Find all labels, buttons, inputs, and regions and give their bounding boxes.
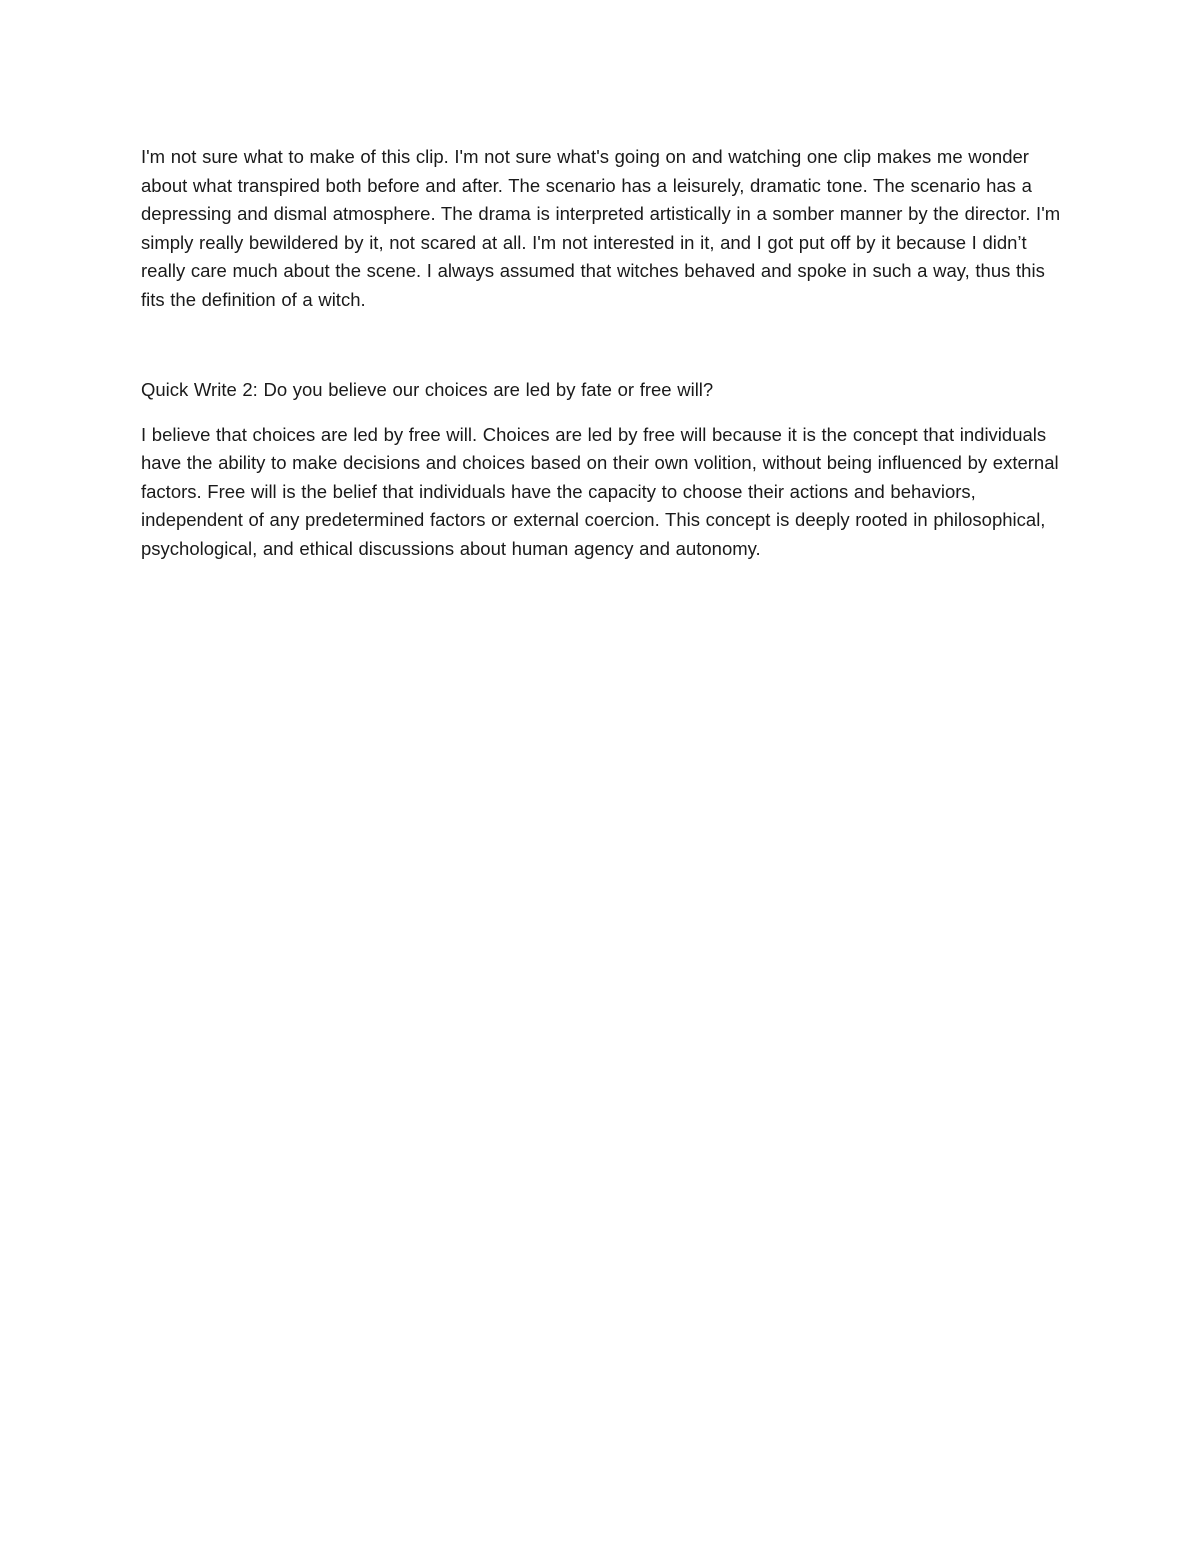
quick-write-answer-paragraph: I believe that choices are led by free will. Choices are led by free will because it is the concept that individuals have the ability to make decisions and choices based on their own volition, without being influenced by external factors. Free will is the belief that individuals have the capacity to choose their actions and behaviors, independent of any predetermined factors or external coercion. This concept is deeply rooted in philosophical, psychological, and ethical discussions about human agency and autonomy. bbox=[141, 423, 1059, 559]
quick-write-heading: Quick Write 2: Do you believe our choices are led by fate or free will? bbox=[141, 379, 714, 400]
document-body bbox=[141, 143, 1071, 563]
response-paragraph: I'm not sure what to make of this clip. I'm not sure what's going on and watching one clip makes me wonder about what transpired both before and after. The scenario has a leisurely, dramatic tone. The scenario has a depressing and dismal atmosphere. The drama is interpreted artistically in a somber manner by the director. I'm simply really bewildered by it, not scared at all. I'm not interested in it, and I got put off by it because I didn’t really care much about the scene. I always assumed that witches behaved and spoke in such a way, thus this fits the definition of a witch. bbox=[141, 146, 1061, 310]
